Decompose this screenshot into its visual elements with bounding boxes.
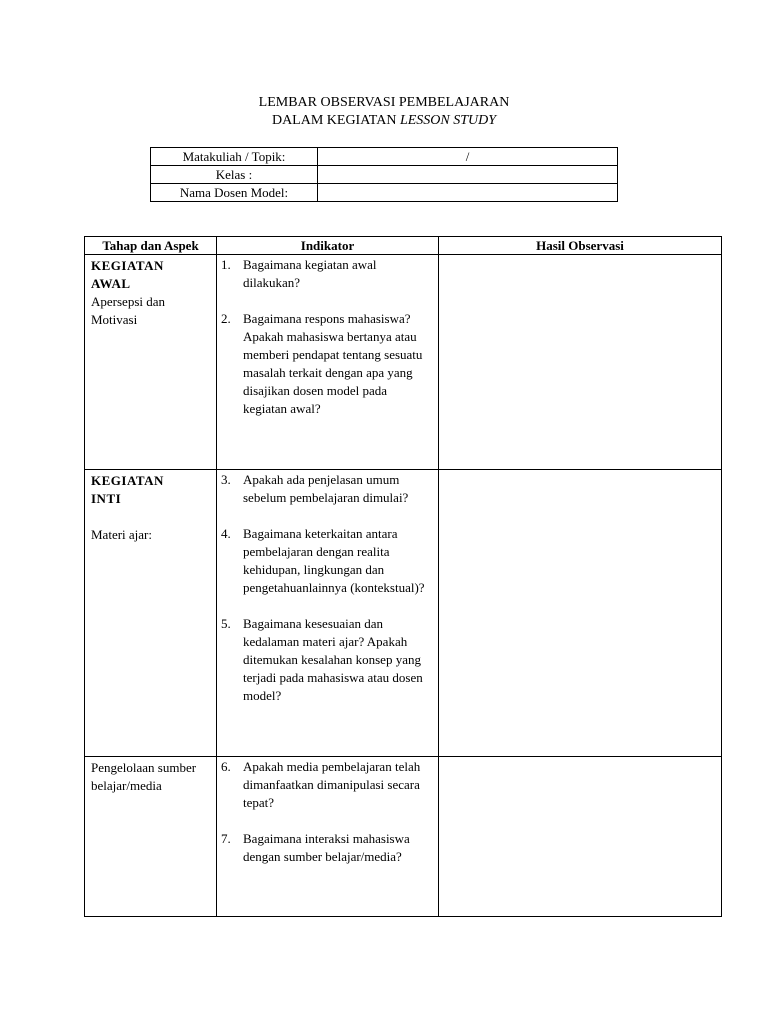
info-value-kelas [318, 166, 618, 184]
indicator-cell [217, 757, 439, 917]
observation-result-cell[interactable] [439, 470, 722, 757]
stage-title-line: KEGIATAN [91, 258, 164, 273]
info-table [150, 147, 618, 202]
stage-aspect: Pengelolaan sumber belajar/media [91, 760, 197, 793]
table-row [85, 470, 722, 757]
title-line-1: LEMBAR OBSERVASI PEMBELAJARAN [258, 95, 510, 110]
indicator-text: Bagaimana keterkaitan antara pembelajaran dengan realita kehidupan, lingkungan dan pengetahuanlainnya (kontekstual)? [243, 526, 425, 595]
stage-title-line: AWAL [91, 276, 131, 291]
document-title [0, 94, 768, 130]
indicator-item [221, 758, 434, 812]
indicator-text: Bagaimana kesesuaian dan kedalaman materi ajar? Apakah ditemukan kesalahan konsep yang terjadi pada mahasiswa atau dosen model? [243, 616, 423, 703]
header-indikator: Indikator [217, 237, 439, 255]
indicator-item [221, 310, 434, 418]
indicator-number: 4. [221, 526, 231, 541]
indicator-item [221, 471, 434, 507]
indicator-item [221, 525, 434, 597]
stage-title-line: KEGIATAN [91, 473, 164, 488]
indicator-text: Apakah media pembelajaran telah dimanfaatkan dimanipulasi secara tepat? [243, 759, 421, 810]
indicator-number: 3. [221, 472, 231, 487]
indicator-number: 5. [221, 616, 231, 631]
indicator-text: Bagaimana respons mahasiswa? Apakah mahasiswa bertanya atau memberi pendapat tentang sesuatu masalah terkait dengan apa yang disajikan dosen model pada kegiatan awal? [243, 311, 423, 416]
info-value-dosen [318, 184, 618, 202]
stage-aspect: Materi ajar: [91, 527, 152, 542]
indicator-cell [217, 470, 439, 757]
indicator-text: Bagaimana kegiatan awal dilakukan? [243, 257, 377, 290]
info-value-matakuliah: / [318, 148, 618, 166]
stage-title-line: INTI [91, 491, 122, 506]
observation-result-cell[interactable] [439, 757, 722, 917]
indicator-number: 7. [221, 831, 231, 846]
table-row [85, 255, 722, 470]
title-line-2-prefix: DALAM KEGIATAN [271, 113, 400, 128]
indicator-text: Apakah ada penjelasan umum sebelum pembelajaran dimulai? [243, 472, 409, 505]
indicator-item [221, 256, 434, 292]
indicator-number: 1. [221, 257, 231, 272]
indicator-text: Bagaimana interaksi mahasiswa dengan sumber belajar/media? [243, 831, 410, 864]
table-row [85, 757, 722, 917]
indicator-number: 2. [221, 311, 231, 326]
stage-aspect: Apersepsi dan Motivasi [91, 294, 166, 327]
indicator-item [221, 615, 434, 705]
header-hasil: Hasil Observasi [439, 237, 722, 255]
observation-header-row [85, 237, 722, 255]
info-row [151, 148, 618, 166]
info-row [151, 166, 618, 184]
header-tahap: Tahap dan Aspek [85, 237, 217, 255]
stage-cell [85, 255, 217, 470]
info-label-kelas: Kelas : [151, 166, 318, 184]
info-label-dosen: Nama Dosen Model: [151, 184, 318, 202]
info-label-matakuliah: Matakuliah / Topik: [151, 148, 318, 166]
indicator-cell [217, 255, 439, 470]
title-line-2-italic: LESSON STUDY [399, 113, 497, 128]
observation-result-cell[interactable] [439, 255, 722, 470]
indicator-number: 6. [221, 759, 231, 774]
stage-cell [85, 757, 217, 917]
title-line-2 [0, 112, 768, 130]
stage-cell [85, 470, 217, 757]
info-row [151, 184, 618, 202]
observation-table [84, 236, 722, 917]
indicator-item [221, 830, 434, 866]
